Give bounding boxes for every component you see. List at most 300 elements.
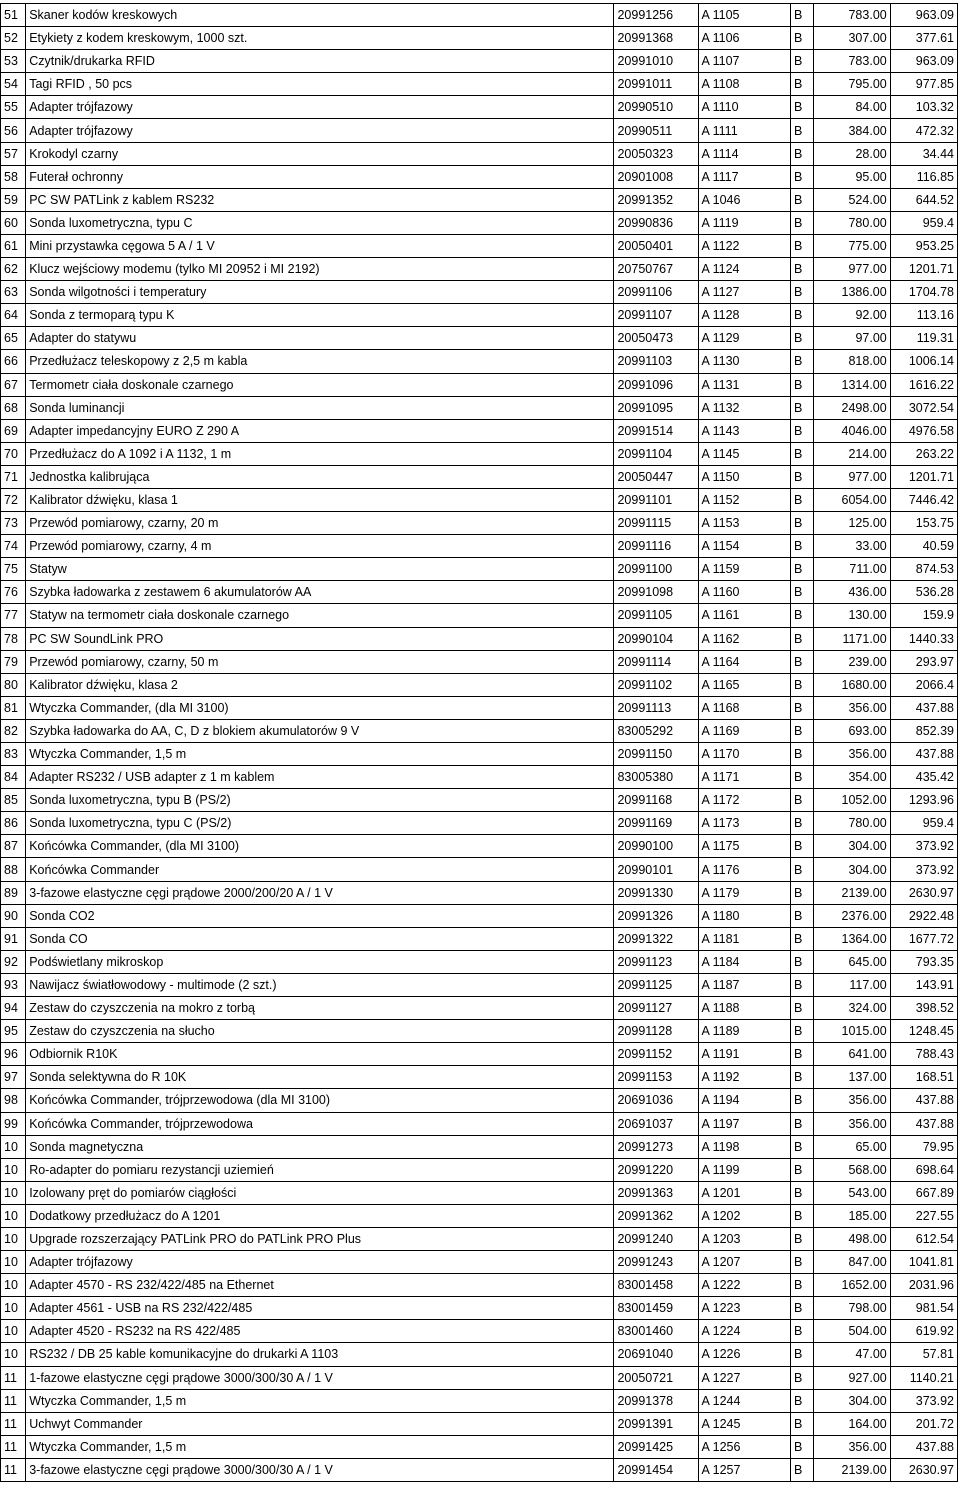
net-price-cell: 711.00 — [814, 558, 891, 581]
reference-number-cell: A 1171 — [698, 766, 790, 789]
row-number-cell: 74 — [1, 535, 26, 558]
catalog-code-cell: 20991368 — [614, 27, 698, 50]
row-number-cell: 11 — [1, 1412, 26, 1435]
table-row — [1, 858, 958, 881]
price-group-cell: B — [790, 50, 813, 73]
row-number-cell: 73 — [1, 512, 26, 535]
reference-number-cell: A 1199 — [698, 1158, 790, 1181]
catalog-code-cell: 20991114 — [614, 650, 698, 673]
price-group-cell: B — [790, 604, 813, 627]
catalog-code-cell: 20050401 — [614, 234, 698, 257]
net-price-cell: 304.00 — [814, 858, 891, 881]
net-price-cell: 780.00 — [814, 812, 891, 835]
table-row — [1, 211, 958, 234]
gross-price-cell: 201.72 — [890, 1412, 957, 1435]
reference-number-cell: A 1130 — [698, 350, 790, 373]
reference-number-cell: A 1189 — [698, 1020, 790, 1043]
price-group-cell: B — [790, 1320, 813, 1343]
table-row — [1, 1089, 958, 1112]
reference-number-cell: A 1154 — [698, 535, 790, 558]
reference-number-cell: A 1165 — [698, 673, 790, 696]
row-number-cell: 10 — [1, 1274, 26, 1297]
product-name-cell: Etykiety z kodem kreskowym, 1000 szt. — [26, 27, 614, 50]
price-group-cell: B — [790, 188, 813, 211]
price-group-cell: B — [790, 766, 813, 789]
price-group-cell: B — [790, 1158, 813, 1181]
product-name-cell: Sonda CO — [26, 927, 614, 950]
row-number-cell: 10 — [1, 1158, 26, 1181]
row-number-cell: 75 — [1, 558, 26, 581]
table-row — [1, 304, 958, 327]
table-row — [1, 327, 958, 350]
catalog-code-cell: 20991128 — [614, 1020, 698, 1043]
price-group-cell: B — [790, 234, 813, 257]
catalog-code-cell: 20990104 — [614, 627, 698, 650]
row-number-cell: 11 — [1, 1458, 26, 1481]
catalog-code-cell: 20050721 — [614, 1366, 698, 1389]
net-price-cell: 307.00 — [814, 27, 891, 50]
table-row — [1, 1066, 958, 1089]
row-number-cell: 10 — [1, 1297, 26, 1320]
table-row — [1, 4, 958, 27]
net-price-cell: 356.00 — [814, 1435, 891, 1458]
gross-price-cell: 435.42 — [890, 766, 957, 789]
net-price-cell: 65.00 — [814, 1135, 891, 1158]
catalog-code-cell: 20991454 — [614, 1458, 698, 1481]
catalog-code-cell: 83001460 — [614, 1320, 698, 1343]
net-price-cell: 2139.00 — [814, 881, 891, 904]
row-number-cell: 83 — [1, 743, 26, 766]
gross-price-cell: 1041.81 — [890, 1251, 957, 1274]
product-name-cell: Sonda luxometryczna, typu C (PS/2) — [26, 812, 614, 835]
table-row — [1, 1366, 958, 1389]
reference-number-cell: A 1224 — [698, 1320, 790, 1343]
catalog-code-cell: 20691037 — [614, 1112, 698, 1135]
table-row — [1, 1251, 958, 1274]
product-name-cell: Mini przystawka cęgowa 5 A / 1 V — [26, 234, 614, 257]
price-group-cell: B — [790, 997, 813, 1020]
gross-price-cell: 1006.14 — [890, 350, 957, 373]
row-number-cell: 87 — [1, 835, 26, 858]
product-name-cell: Szybka ładowarka do AA, C, D z blokiem akumulatorów 9 V — [26, 719, 614, 742]
product-name-cell: Adapter trójfazowy — [26, 119, 614, 142]
table-row — [1, 973, 958, 996]
row-number-cell: 96 — [1, 1043, 26, 1066]
table-row — [1, 1412, 958, 1435]
reference-number-cell: A 1226 — [698, 1343, 790, 1366]
reference-number-cell: A 1191 — [698, 1043, 790, 1066]
reference-number-cell: A 1187 — [698, 973, 790, 996]
gross-price-cell: 1677.72 — [890, 927, 957, 950]
price-group-cell: B — [790, 1389, 813, 1412]
product-name-cell: Zestaw do czyszczenia na słucho — [26, 1020, 614, 1043]
catalog-code-cell: 20991152 — [614, 1043, 698, 1066]
table-row — [1, 27, 958, 50]
product-name-cell: PC SW SoundLink PRO — [26, 627, 614, 650]
table-row — [1, 1204, 958, 1227]
price-list-table — [0, 3, 958, 1482]
net-price-cell: 214.00 — [814, 442, 891, 465]
reference-number-cell: A 1114 — [698, 142, 790, 165]
product-name-cell: Przewód pomiarowy, czarny, 20 m — [26, 512, 614, 535]
net-price-cell: 356.00 — [814, 1089, 891, 1112]
price-group-cell: B — [790, 4, 813, 27]
row-number-cell: 56 — [1, 119, 26, 142]
price-group-cell: B — [790, 96, 813, 119]
table-row — [1, 1158, 958, 1181]
row-number-cell: 71 — [1, 465, 26, 488]
reference-number-cell: A 1176 — [698, 858, 790, 881]
product-name-cell: Adapter 4570 - RS 232/422/485 na Ethernet — [26, 1274, 614, 1297]
net-price-cell: 977.00 — [814, 258, 891, 281]
reference-number-cell: A 1131 — [698, 373, 790, 396]
reference-number-cell: A 1046 — [698, 188, 790, 211]
net-price-cell: 977.00 — [814, 465, 891, 488]
product-name-cell: 3-fazowe elastyczne cęgi prądowe 3000/300/30 A / 1 V — [26, 1458, 614, 1481]
table-row — [1, 488, 958, 511]
row-number-cell: 90 — [1, 904, 26, 927]
table-row — [1, 997, 958, 1020]
price-group-cell: B — [790, 558, 813, 581]
row-number-cell: 54 — [1, 73, 26, 96]
reference-number-cell: A 1184 — [698, 950, 790, 973]
catalog-code-cell: 20991127 — [614, 997, 698, 1020]
price-group-cell: B — [790, 881, 813, 904]
table-row — [1, 442, 958, 465]
reference-number-cell: A 1128 — [698, 304, 790, 327]
product-name-cell: Statyw na termometr ciała doskonale czarnego — [26, 604, 614, 627]
net-price-cell: 92.00 — [814, 304, 891, 327]
row-number-cell: 65 — [1, 327, 26, 350]
row-number-cell: 62 — [1, 258, 26, 281]
price-group-cell: B — [790, 789, 813, 812]
catalog-code-cell: 20991095 — [614, 396, 698, 419]
net-price-cell: 356.00 — [814, 743, 891, 766]
gross-price-cell: 619.92 — [890, 1320, 957, 1343]
gross-price-cell: 103.32 — [890, 96, 957, 119]
price-group-cell: B — [790, 858, 813, 881]
table-row — [1, 73, 958, 96]
net-price-cell: 2376.00 — [814, 904, 891, 927]
reference-number-cell: A 1169 — [698, 719, 790, 742]
row-number-cell: 11 — [1, 1389, 26, 1412]
row-number-cell: 86 — [1, 812, 26, 835]
net-price-cell: 356.00 — [814, 1112, 891, 1135]
table-row — [1, 650, 958, 673]
reference-number-cell: A 1117 — [698, 165, 790, 188]
gross-price-cell: 2922.48 — [890, 904, 957, 927]
price-group-cell: B — [790, 973, 813, 996]
gross-price-cell: 113.16 — [890, 304, 957, 327]
row-number-cell: 76 — [1, 581, 26, 604]
gross-price-cell: 852.39 — [890, 719, 957, 742]
table-row — [1, 627, 958, 650]
product-name-cell: Adapter trójfazowy — [26, 1251, 614, 1274]
net-price-cell: 927.00 — [814, 1366, 891, 1389]
catalog-code-cell: 20991425 — [614, 1435, 698, 1458]
catalog-code-cell: 20991096 — [614, 373, 698, 396]
catalog-code-cell: 20990836 — [614, 211, 698, 234]
table-row — [1, 1227, 958, 1250]
reference-number-cell: A 1108 — [698, 73, 790, 96]
row-number-cell: 55 — [1, 96, 26, 119]
catalog-code-cell: 20991125 — [614, 973, 698, 996]
net-price-cell: 1386.00 — [814, 281, 891, 304]
table-row — [1, 1181, 958, 1204]
price-group-cell: B — [790, 1458, 813, 1481]
catalog-code-cell: 20990511 — [614, 119, 698, 142]
catalog-code-cell: 20991113 — [614, 696, 698, 719]
price-group-cell: B — [790, 535, 813, 558]
gross-price-cell: 977.85 — [890, 73, 957, 96]
row-number-cell: 85 — [1, 789, 26, 812]
gross-price-cell: 788.43 — [890, 1043, 957, 1066]
gross-price-cell: 437.88 — [890, 743, 957, 766]
price-group-cell: B — [790, 1020, 813, 1043]
product-name-cell: Sonda magnetyczna — [26, 1135, 614, 1158]
catalog-code-cell: 20991098 — [614, 581, 698, 604]
reference-number-cell: A 1111 — [698, 119, 790, 142]
catalog-code-cell: 20050473 — [614, 327, 698, 350]
gross-price-cell: 153.75 — [890, 512, 957, 535]
gross-price-cell: 116.85 — [890, 165, 957, 188]
gross-price-cell: 159.9 — [890, 604, 957, 627]
row-number-cell: 93 — [1, 973, 26, 996]
catalog-code-cell: 20991153 — [614, 1066, 698, 1089]
row-number-cell: 89 — [1, 881, 26, 904]
gross-price-cell: 2031.96 — [890, 1274, 957, 1297]
reference-number-cell: A 1172 — [698, 789, 790, 812]
catalog-code-cell: 20991362 — [614, 1204, 698, 1227]
row-number-cell: 60 — [1, 211, 26, 234]
table-row — [1, 165, 958, 188]
net-price-cell: 1652.00 — [814, 1274, 891, 1297]
row-number-cell: 10 — [1, 1204, 26, 1227]
reference-number-cell: A 1194 — [698, 1089, 790, 1112]
price-group-cell: B — [790, 304, 813, 327]
net-price-cell: 1171.00 — [814, 627, 891, 650]
gross-price-cell: 1616.22 — [890, 373, 957, 396]
catalog-code-cell: 20991102 — [614, 673, 698, 696]
table-row — [1, 1458, 958, 1481]
row-number-cell: 10 — [1, 1227, 26, 1250]
net-price-cell: 28.00 — [814, 142, 891, 165]
product-name-cell: Odbiornik R10K — [26, 1043, 614, 1066]
catalog-code-cell: 20991391 — [614, 1412, 698, 1435]
reference-number-cell: A 1124 — [698, 258, 790, 281]
reference-number-cell: A 1143 — [698, 419, 790, 442]
product-name-cell: Adapter do statywu — [26, 327, 614, 350]
gross-price-cell: 981.54 — [890, 1297, 957, 1320]
gross-price-cell: 437.88 — [890, 696, 957, 719]
table-row — [1, 927, 958, 950]
reference-number-cell: A 1245 — [698, 1412, 790, 1435]
row-number-cell: 59 — [1, 188, 26, 211]
gross-price-cell: 373.92 — [890, 1389, 957, 1412]
product-name-cell: 3-fazowe elastyczne cęgi prądowe 2000/200/20 A / 1 V — [26, 881, 614, 904]
reference-number-cell: A 1132 — [698, 396, 790, 419]
row-number-cell: 91 — [1, 927, 26, 950]
gross-price-cell: 536.28 — [890, 581, 957, 604]
row-number-cell: 92 — [1, 950, 26, 973]
price-group-cell: B — [790, 1043, 813, 1066]
net-price-cell: 324.00 — [814, 997, 891, 1020]
table-row — [1, 1389, 958, 1412]
gross-price-cell: 953.25 — [890, 234, 957, 257]
reference-number-cell: A 1129 — [698, 327, 790, 350]
product-name-cell: Skaner kodów kreskowych — [26, 4, 614, 27]
table-row — [1, 1020, 958, 1043]
product-name-cell: Wtyczka Commander, (dla MI 3100) — [26, 696, 614, 719]
net-price-cell: 130.00 — [814, 604, 891, 627]
net-price-cell: 504.00 — [814, 1320, 891, 1343]
gross-price-cell: 437.88 — [890, 1435, 957, 1458]
gross-price-cell: 963.09 — [890, 50, 957, 73]
table-row — [1, 142, 958, 165]
net-price-cell: 1015.00 — [814, 1020, 891, 1043]
net-price-cell: 693.00 — [814, 719, 891, 742]
product-name-cell: Klucz wejściowy modemu (tylko MI 20952 i MI 2192) — [26, 258, 614, 281]
row-number-cell: 52 — [1, 27, 26, 50]
table-row — [1, 904, 958, 927]
net-price-cell: 384.00 — [814, 119, 891, 142]
catalog-code-cell: 20991240 — [614, 1227, 698, 1250]
catalog-code-cell: 20991010 — [614, 50, 698, 73]
row-number-cell: 79 — [1, 650, 26, 673]
net-price-cell: 568.00 — [814, 1158, 891, 1181]
reference-number-cell: A 1110 — [698, 96, 790, 119]
product-name-cell: Adapter RS232 / USB adapter z 1 m kablem — [26, 766, 614, 789]
catalog-code-cell: 20990510 — [614, 96, 698, 119]
reference-number-cell: A 1122 — [698, 234, 790, 257]
row-number-cell: 67 — [1, 373, 26, 396]
row-number-cell: 95 — [1, 1020, 26, 1043]
product-name-cell: Sonda selektywna do R 10K — [26, 1066, 614, 1089]
table-row — [1, 1043, 958, 1066]
net-price-cell: 95.00 — [814, 165, 891, 188]
price-group-cell: B — [790, 1366, 813, 1389]
row-number-cell: 11 — [1, 1435, 26, 1458]
net-price-cell: 847.00 — [814, 1251, 891, 1274]
net-price-cell: 775.00 — [814, 234, 891, 257]
price-group-cell: B — [790, 812, 813, 835]
row-number-cell: 70 — [1, 442, 26, 465]
gross-price-cell: 959.4 — [890, 211, 957, 234]
price-group-cell: B — [790, 119, 813, 142]
table-row — [1, 281, 958, 304]
catalog-code-cell: 20991256 — [614, 4, 698, 27]
product-name-cell: Jednostka kalibrująca — [26, 465, 614, 488]
product-name-cell: Adapter impedancyjny EURO Z 290 A — [26, 419, 614, 442]
reference-number-cell: A 1227 — [698, 1366, 790, 1389]
row-number-cell: 10 — [1, 1181, 26, 1204]
product-name-cell: Sonda CO2 — [26, 904, 614, 927]
gross-price-cell: 612.54 — [890, 1227, 957, 1250]
net-price-cell: 1314.00 — [814, 373, 891, 396]
row-number-cell: 61 — [1, 234, 26, 257]
net-price-cell: 47.00 — [814, 1343, 891, 1366]
row-number-cell: 82 — [1, 719, 26, 742]
reference-number-cell: A 1202 — [698, 1204, 790, 1227]
price-group-cell: B — [790, 419, 813, 442]
product-name-cell: Czytnik/drukarka RFID — [26, 50, 614, 73]
price-group-cell: B — [790, 465, 813, 488]
reference-number-cell: A 1153 — [698, 512, 790, 535]
price-group-cell: B — [790, 1089, 813, 1112]
reference-number-cell: A 1198 — [698, 1135, 790, 1158]
net-price-cell: 304.00 — [814, 835, 891, 858]
product-name-cell: RS232 / DB 25 kable komunikacyjne do drukarki A 1103 — [26, 1343, 614, 1366]
net-price-cell: 798.00 — [814, 1297, 891, 1320]
catalog-code-cell: 83001458 — [614, 1274, 698, 1297]
price-group-cell: B — [790, 1135, 813, 1158]
table-row — [1, 396, 958, 419]
gross-price-cell: 57.81 — [890, 1343, 957, 1366]
reference-number-cell: A 1105 — [698, 4, 790, 27]
gross-price-cell: 40.59 — [890, 535, 957, 558]
gross-price-cell: 1201.71 — [890, 465, 957, 488]
reference-number-cell: A 1201 — [698, 1181, 790, 1204]
product-name-cell: Sonda luxometryczna, typu C — [26, 211, 614, 234]
reference-number-cell: A 1222 — [698, 1274, 790, 1297]
price-group-cell: B — [790, 258, 813, 281]
price-group-cell: B — [790, 1251, 813, 1274]
reference-number-cell: A 1244 — [698, 1389, 790, 1412]
price-group-cell: B — [790, 512, 813, 535]
net-price-cell: 645.00 — [814, 950, 891, 973]
row-number-cell: 98 — [1, 1089, 26, 1112]
reference-number-cell: A 1170 — [698, 743, 790, 766]
price-group-cell: B — [790, 350, 813, 373]
reference-number-cell: A 1197 — [698, 1112, 790, 1135]
table-row — [1, 234, 958, 257]
row-number-cell: 78 — [1, 627, 26, 650]
net-price-cell: 4046.00 — [814, 419, 891, 442]
net-price-cell: 239.00 — [814, 650, 891, 673]
table-row — [1, 188, 958, 211]
price-group-cell: B — [790, 165, 813, 188]
price-group-cell: B — [790, 396, 813, 419]
gross-price-cell: 377.61 — [890, 27, 957, 50]
product-name-cell: Przewód pomiarowy, czarny, 4 m — [26, 535, 614, 558]
price-group-cell: B — [790, 73, 813, 96]
net-price-cell: 1680.00 — [814, 673, 891, 696]
net-price-cell: 137.00 — [814, 1066, 891, 1089]
product-name-cell: Kalibrator dźwięku, klasa 2 — [26, 673, 614, 696]
table-row — [1, 1343, 958, 1366]
row-number-cell: 72 — [1, 488, 26, 511]
product-name-cell: Upgrade rozszerzający PATLink PRO do PATLink PRO Plus — [26, 1227, 614, 1250]
catalog-code-cell: 20991101 — [614, 488, 698, 511]
gross-price-cell: 79.95 — [890, 1135, 957, 1158]
gross-price-cell: 472.32 — [890, 119, 957, 142]
reference-number-cell: A 1161 — [698, 604, 790, 627]
table-row — [1, 719, 958, 742]
catalog-code-cell: 20991363 — [614, 1181, 698, 1204]
catalog-code-cell: 20991514 — [614, 419, 698, 442]
gross-price-cell: 1201.71 — [890, 258, 957, 281]
catalog-code-cell: 20991169 — [614, 812, 698, 835]
catalog-code-cell: 20991243 — [614, 1251, 698, 1274]
reference-number-cell: A 1256 — [698, 1435, 790, 1458]
catalog-code-cell: 20991103 — [614, 350, 698, 373]
net-price-cell: 117.00 — [814, 973, 891, 996]
row-number-cell: 64 — [1, 304, 26, 327]
price-group-cell: B — [790, 1181, 813, 1204]
product-name-cell: Kalibrator dźwięku, klasa 1 — [26, 488, 614, 511]
table-row — [1, 835, 958, 858]
gross-price-cell: 1293.96 — [890, 789, 957, 812]
